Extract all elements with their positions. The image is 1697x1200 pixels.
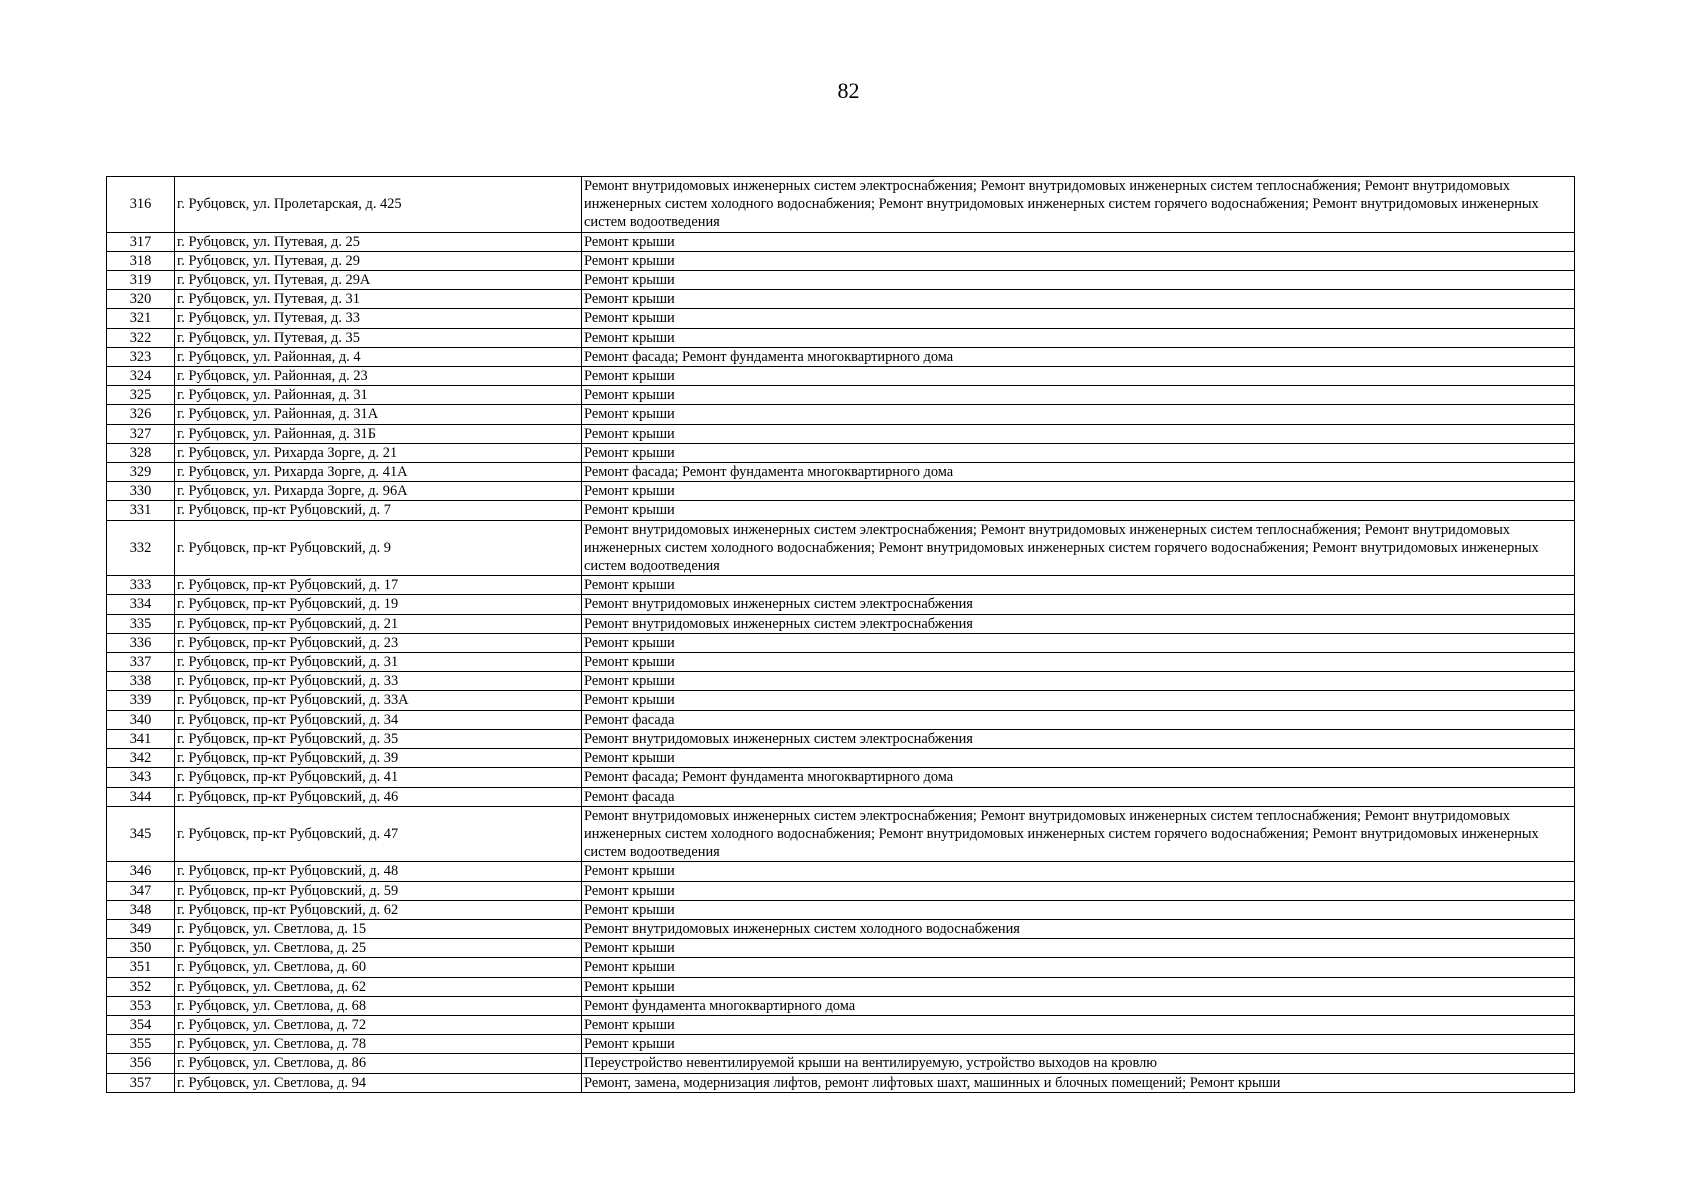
address-cell: г. Рубцовск, пр-кт Рубцовский, д. 35 [175, 729, 582, 748]
work-type-cell: Ремонт крыши [582, 501, 1575, 520]
work-type-cell: Ремонт крыши [582, 482, 1575, 501]
table-row [107, 595, 1575, 614]
work-type-cell: Ремонт крыши [582, 691, 1575, 710]
work-type-cell: Ремонт крыши [582, 309, 1575, 328]
table-row [107, 1054, 1575, 1073]
row-number-cell: 322 [107, 328, 175, 347]
address-cell: г. Рубцовск, ул. Светлова, д. 68 [175, 996, 582, 1015]
address-cell: г. Рубцовск, пр-кт Рубцовский, д. 34 [175, 710, 582, 729]
address-cell: г. Рубцовск, ул. Рихарда Зорге, д. 21 [175, 443, 582, 462]
row-number-cell: 345 [107, 806, 175, 862]
table-row [107, 309, 1575, 328]
table-row [107, 710, 1575, 729]
table-row [107, 806, 1575, 862]
address-cell: г. Рубцовск, ул. Светлова, д. 60 [175, 958, 582, 977]
work-type-cell: Ремонт фасада [582, 787, 1575, 806]
work-type-cell: Ремонт крыши [582, 290, 1575, 309]
row-number-cell: 337 [107, 653, 175, 672]
row-number-cell: 352 [107, 977, 175, 996]
row-number-cell: 353 [107, 996, 175, 1015]
address-cell: г. Рубцовск, пр-кт Рубцовский, д. 46 [175, 787, 582, 806]
table-row [107, 328, 1575, 347]
work-type-cell: Ремонт внутридомовых инженерных систем электроснабжения [582, 595, 1575, 614]
table-row [107, 977, 1575, 996]
row-number-cell: 330 [107, 482, 175, 501]
work-type-cell: Ремонт крыши [582, 424, 1575, 443]
table-row [107, 347, 1575, 366]
work-type-cell: Ремонт крыши [582, 900, 1575, 919]
address-cell: г. Рубцовск, пр-кт Рубцовский, д. 59 [175, 881, 582, 900]
work-type-cell: Ремонт крыши [582, 1015, 1575, 1034]
table-row [107, 633, 1575, 652]
work-type-cell: Ремонт фасада; Ремонт фундамента многоквартирного дома [582, 463, 1575, 482]
row-number-cell: 356 [107, 1054, 175, 1073]
row-number-cell: 332 [107, 520, 175, 576]
work-type-cell: Ремонт крыши [582, 939, 1575, 958]
work-type-cell: Ремонт крыши [582, 232, 1575, 251]
row-number-cell: 325 [107, 386, 175, 405]
work-type-cell: Ремонт внутридомовых инженерных систем электроснабжения; Ремонт внутридомовых инженерных систем теплоснабжения; Ремонт внутридомовых инженерных систем холодного водоснабжения; Ремонт внутридомовых инженерных систем горячего водоснабжения; Ремонт внутридомовых инженерных систем водоотведения [582, 806, 1575, 862]
table-row [107, 1073, 1575, 1092]
address-cell: г. Рубцовск, ул. Рихарда Зорге, д. 41А [175, 463, 582, 482]
table-row [107, 177, 1575, 233]
table-row [107, 749, 1575, 768]
address-cell: г. Рубцовск, ул. Светлова, д. 72 [175, 1015, 582, 1034]
table-row [107, 290, 1575, 309]
address-cell: г. Рубцовск, ул. Светлова, д. 86 [175, 1054, 582, 1073]
row-number-cell: 335 [107, 614, 175, 633]
row-number-cell: 351 [107, 958, 175, 977]
address-cell: г. Рубцовск, ул. Светлова, д. 62 [175, 977, 582, 996]
table-row [107, 996, 1575, 1015]
address-cell: г. Рубцовск, пр-кт Рубцовский, д. 47 [175, 806, 582, 862]
work-type-cell: Ремонт крыши [582, 958, 1575, 977]
work-type-cell: Переустройство невентилируемой крыши на вентилируемую, устройство выходов на кровлю [582, 1054, 1575, 1073]
row-number-cell: 348 [107, 900, 175, 919]
table-row [107, 1015, 1575, 1034]
row-number-cell: 342 [107, 749, 175, 768]
address-cell: г. Рубцовск, ул. Путевая, д. 33 [175, 309, 582, 328]
address-cell: г. Рубцовск, пр-кт Рубцовский, д. 31 [175, 653, 582, 672]
table-row [107, 367, 1575, 386]
work-type-cell: Ремонт крыши [582, 1035, 1575, 1054]
table-row [107, 501, 1575, 520]
row-number-cell: 317 [107, 232, 175, 251]
row-number-cell: 338 [107, 672, 175, 691]
work-type-cell: Ремонт фасада [582, 710, 1575, 729]
work-type-cell: Ремонт крыши [582, 443, 1575, 462]
row-number-cell: 334 [107, 595, 175, 614]
row-number-cell: 347 [107, 881, 175, 900]
address-cell: г. Рубцовск, ул. Путевая, д. 29А [175, 271, 582, 290]
row-number-cell: 324 [107, 367, 175, 386]
row-number-cell: 316 [107, 177, 175, 233]
row-number-cell: 327 [107, 424, 175, 443]
table-row [107, 232, 1575, 251]
row-number-cell: 355 [107, 1035, 175, 1054]
work-type-cell: Ремонт крыши [582, 633, 1575, 652]
row-number-cell: 328 [107, 443, 175, 462]
address-cell: г. Рубцовск, пр-кт Рубцовский, д. 48 [175, 862, 582, 881]
row-number-cell: 319 [107, 271, 175, 290]
table-row [107, 1035, 1575, 1054]
table-row [107, 443, 1575, 462]
address-cell: г. Рубцовск, ул. Районная, д. 31 [175, 386, 582, 405]
work-type-cell: Ремонт крыши [582, 881, 1575, 900]
row-number-cell: 350 [107, 939, 175, 958]
address-cell: г. Рубцовск, пр-кт Рубцовский, д. 41 [175, 768, 582, 787]
row-number-cell: 349 [107, 919, 175, 938]
address-cell: г. Рубцовск, ул. Районная, д. 31Б [175, 424, 582, 443]
row-number-cell: 343 [107, 768, 175, 787]
table-row [107, 614, 1575, 633]
table-row [107, 672, 1575, 691]
work-type-cell: Ремонт внутридомовых инженерных систем электроснабжения; Ремонт внутридомовых инженерных систем теплоснабжения; Ремонт внутридомовых инженерных систем холодного водоснабжения; Ремонт внутридомовых инженерных систем горячего водоснабжения; Ремонт внутридомовых инженерных систем водоотведения [582, 520, 1575, 576]
table-row [107, 691, 1575, 710]
address-cell: г. Рубцовск, ул. Путевая, д. 31 [175, 290, 582, 309]
address-cell: г. Рубцовск, ул. Светлова, д. 78 [175, 1035, 582, 1054]
address-cell: г. Рубцовск, пр-кт Рубцовский, д. 39 [175, 749, 582, 768]
row-number-cell: 318 [107, 251, 175, 270]
table-row [107, 787, 1575, 806]
address-cell: г. Рубцовск, ул. Районная, д. 23 [175, 367, 582, 386]
row-number-cell: 344 [107, 787, 175, 806]
table-row [107, 958, 1575, 977]
address-cell: г. Рубцовск, ул. Рихарда Зорге, д. 96А [175, 482, 582, 501]
work-type-cell: Ремонт крыши [582, 328, 1575, 347]
table-row [107, 271, 1575, 290]
work-type-cell: Ремонт крыши [582, 367, 1575, 386]
table-row [107, 768, 1575, 787]
table-row [107, 520, 1575, 576]
row-number-cell: 341 [107, 729, 175, 748]
address-cell: г. Рубцовск, ул. Светлова, д. 15 [175, 919, 582, 938]
address-cell: г. Рубцовск, пр-кт Рубцовский, д. 21 [175, 614, 582, 633]
address-cell: г. Рубцовск, пр-кт Рубцовский, д. 33 [175, 672, 582, 691]
address-cell: г. Рубцовск, пр-кт Рубцовский, д. 62 [175, 900, 582, 919]
address-cell: г. Рубцовск, ул. Районная, д. 4 [175, 347, 582, 366]
table-row [107, 919, 1575, 938]
table-row [107, 424, 1575, 443]
work-type-cell: Ремонт внутридомовых инженерных систем электроснабжения; Ремонт внутридомовых инженерных систем теплоснабжения; Ремонт внутридомовых инженерных систем холодного водоснабжения; Ремонт внутридомовых инженерных систем горячего водоснабжения; Ремонт внутридомовых инженерных систем водоотведения [582, 177, 1575, 233]
work-type-cell: Ремонт крыши [582, 251, 1575, 270]
row-number-cell: 354 [107, 1015, 175, 1034]
table-row [107, 653, 1575, 672]
row-number-cell: 339 [107, 691, 175, 710]
address-cell: г. Рубцовск, ул. Светлова, д. 25 [175, 939, 582, 958]
work-type-cell: Ремонт фасада; Ремонт фундамента многоквартирного дома [582, 347, 1575, 366]
address-cell: г. Рубцовск, пр-кт Рубцовский, д. 19 [175, 595, 582, 614]
address-cell: г. Рубцовск, пр-кт Рубцовский, д. 17 [175, 576, 582, 595]
table-row [107, 463, 1575, 482]
repair-registry-table [106, 176, 1575, 1093]
row-number-cell: 329 [107, 463, 175, 482]
table-row [107, 386, 1575, 405]
work-type-cell: Ремонт крыши [582, 749, 1575, 768]
row-number-cell: 340 [107, 710, 175, 729]
table-row [107, 251, 1575, 270]
work-type-cell: Ремонт крыши [582, 653, 1575, 672]
table-row [107, 482, 1575, 501]
work-type-cell: Ремонт крыши [582, 405, 1575, 424]
page-number: 82 [837, 78, 860, 103]
table-row [107, 576, 1575, 595]
work-type-cell: Ремонт крыши [582, 271, 1575, 290]
work-type-cell: Ремонт внутридомовых инженерных систем электроснабжения [582, 729, 1575, 748]
work-type-cell: Ремонт крыши [582, 386, 1575, 405]
address-cell: г. Рубцовск, ул. Районная, д. 31А [175, 405, 582, 424]
row-number-cell: 331 [107, 501, 175, 520]
work-type-cell: Ремонт внутридомовых инженерных систем электроснабжения [582, 614, 1575, 633]
address-cell: г. Рубцовск, пр-кт Рубцовский, д. 23 [175, 633, 582, 652]
work-type-cell: Ремонт крыши [582, 862, 1575, 881]
work-type-cell: Ремонт, замена, модернизация лифтов, ремонт лифтовых шахт, машинных и блочных помещений; Ремонт крыши [582, 1073, 1575, 1092]
row-number-cell: 326 [107, 405, 175, 424]
table-row [107, 405, 1575, 424]
row-number-cell: 320 [107, 290, 175, 309]
row-number-cell: 321 [107, 309, 175, 328]
address-cell: г. Рубцовск, ул. Путевая, д. 25 [175, 232, 582, 251]
work-type-cell: Ремонт крыши [582, 576, 1575, 595]
work-type-cell: Ремонт внутридомовых инженерных систем холодного водоснабжения [582, 919, 1575, 938]
table-row [107, 862, 1575, 881]
table-row [107, 900, 1575, 919]
address-cell: г. Рубцовск, ул. Светлова, д. 94 [175, 1073, 582, 1092]
work-type-cell: Ремонт крыши [582, 672, 1575, 691]
row-number-cell: 336 [107, 633, 175, 652]
table-row [107, 939, 1575, 958]
address-cell: г. Рубцовск, ул. Путевая, д. 35 [175, 328, 582, 347]
row-number-cell: 323 [107, 347, 175, 366]
address-cell: г. Рубцовск, пр-кт Рубцовский, д. 33А [175, 691, 582, 710]
work-type-cell: Ремонт фундамента многоквартирного дома [582, 996, 1575, 1015]
address-cell: г. Рубцовск, пр-кт Рубцовский, д. 7 [175, 501, 582, 520]
registry-body [107, 177, 1575, 1093]
work-type-cell: Ремонт фасада; Ремонт фундамента многоквартирного дома [582, 768, 1575, 787]
row-number-cell: 333 [107, 576, 175, 595]
address-cell: г. Рубцовск, пр-кт Рубцовский, д. 9 [175, 520, 582, 576]
row-number-cell: 357 [107, 1073, 175, 1092]
row-number-cell: 346 [107, 862, 175, 881]
address-cell: г. Рубцовск, ул. Пролетарская, д. 425 [175, 177, 582, 233]
work-type-cell: Ремонт крыши [582, 977, 1575, 996]
table-row [107, 881, 1575, 900]
address-cell: г. Рубцовск, ул. Путевая, д. 29 [175, 251, 582, 270]
table-row [107, 729, 1575, 748]
